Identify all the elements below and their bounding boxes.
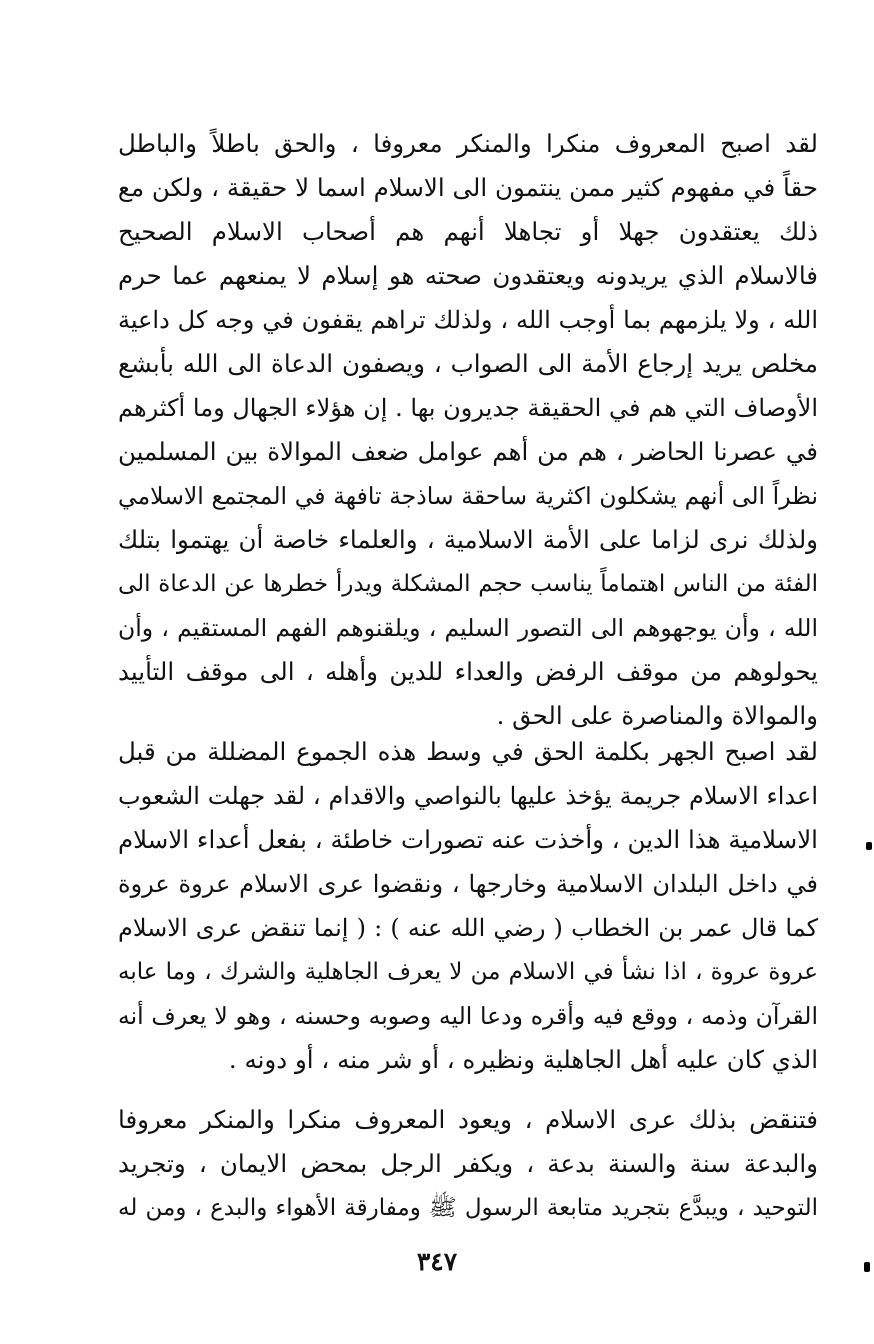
margin-mark (864, 1262, 870, 1272)
text-line: الله ، ولا يلزمهم بما أوجب الله ، ولذلك تراهم يقفون في وجه كل داعية (118, 306, 818, 334)
text-line: التوحيد ، ويبدَّع بتجريد متابعة الرسول ﷺ ومفارقة الأهواء والبدع ، ومن له (118, 1195, 818, 1221)
text-line: القرآن وذمه ، ووقع فيه وأقره ودعا اليه وصوبه وحسنه ، وهو لا يعرف أنه (118, 1002, 818, 1030)
page-number: ٣٤٧ (416, 1247, 458, 1276)
text-line: الفئة من الناس اهتماماً يناسب حجم المشكلة ويدرأ خطرها عن الدعاة الى (118, 571, 818, 597)
text-line: في داخل البلدان الاسلامية وخارجها ، ونقضوا عرى الاسلام عروة عروة (118, 870, 818, 898)
text-line: الاسلامية هذا الدين ، وأخذت عنه تصورات خاطئة ، بفعل أعداء الاسلام (118, 825, 818, 854)
text-line: لقد اصبح الجهر بكلمة الحق في وسط هذه الجموع المضللة من قبل (118, 737, 818, 766)
text-line: فتنقض بذلك عرى الاسلام ، ويعود المعروف منكرا والمنكر معروفا (118, 1105, 818, 1134)
text-line: في عصرنا الحاضر ، هم من أهم عوامل ضعف الموالاة بين المسلمين (118, 437, 818, 466)
paragraph-1 (118, 122, 818, 738)
text-line: يحولوهم من موقف الرفض والعداء للدين وأهله ، الى موقف التأييد (118, 657, 818, 686)
paragraph-3 (118, 1098, 818, 1230)
text-line: الذي كان عليه أهل الجاهلية ونظيره ، أو شر منه ، أو دونه . (228, 1045, 818, 1074)
text-line: ذلك يعتقدون جهلا أو تجاهلا أنهم هم أصحاب الاسلام الصحيح (118, 217, 818, 246)
text-line: عروة عروة ، اذا نشأ في الاسلام من لا يعرف الجاهلية والشرك ، وما عابه (118, 959, 818, 985)
text-line: نظراً الى أنهم يشكلون اكثرية ساحقة ساذجة تافهة في المجتمع الاسلامي (118, 482, 818, 510)
text-line: كما قال عمر بن الخطاب ( رضي الله عنه ) : ( إنما تنقض عرى الاسلام (118, 914, 818, 942)
paragraph-2 (118, 730, 818, 1082)
margin-mark (866, 842, 872, 850)
text-line: فالاسلام الذي يريدونه ويعتقدون صحته هو إسلام لا يمنعهم عما حرم (118, 261, 818, 290)
text-line: ولذلك نرى لزاما على الأمة الاسلامية ، والعلماء خاصة أن يهتموا بتلك (118, 525, 818, 554)
text-line: الأوصاف التي هم في الحقيقة جديرون بها . إن هؤلاء الجهال وما أكثرهم (118, 394, 818, 422)
text-line: مخلص يريد إرجاع الأمة الى الصواب ، ويصفون الدعاة الى الله بأبشع (118, 349, 818, 378)
text-line: الله ، وأن يوجهوهم الى التصور السليم ، ويلقنوهم الفهم المستقيم ، وأن (118, 614, 818, 642)
text-line: والبدعة سنة والسنة بدعة ، ويكفر الرجل بمحض الايمان ، وتجريد (118, 1149, 818, 1178)
text-line: لقد اصبح المعروف منكرا والمنكر معروفا ، والحق باطلاً والباطل (118, 129, 818, 158)
text-line: اعداء الاسلام جريمة يؤخذ عليها بالنواصي والاقدام ، لقد جهلت الشعوب (118, 782, 818, 810)
text-line: حقاً في مفهوم كثير ممن ينتمون الى الاسلام اسما لا حقيقة ، ولكن مع (117, 173, 818, 202)
text-line: والموالاة والمناصرة على الحق . (496, 701, 818, 730)
